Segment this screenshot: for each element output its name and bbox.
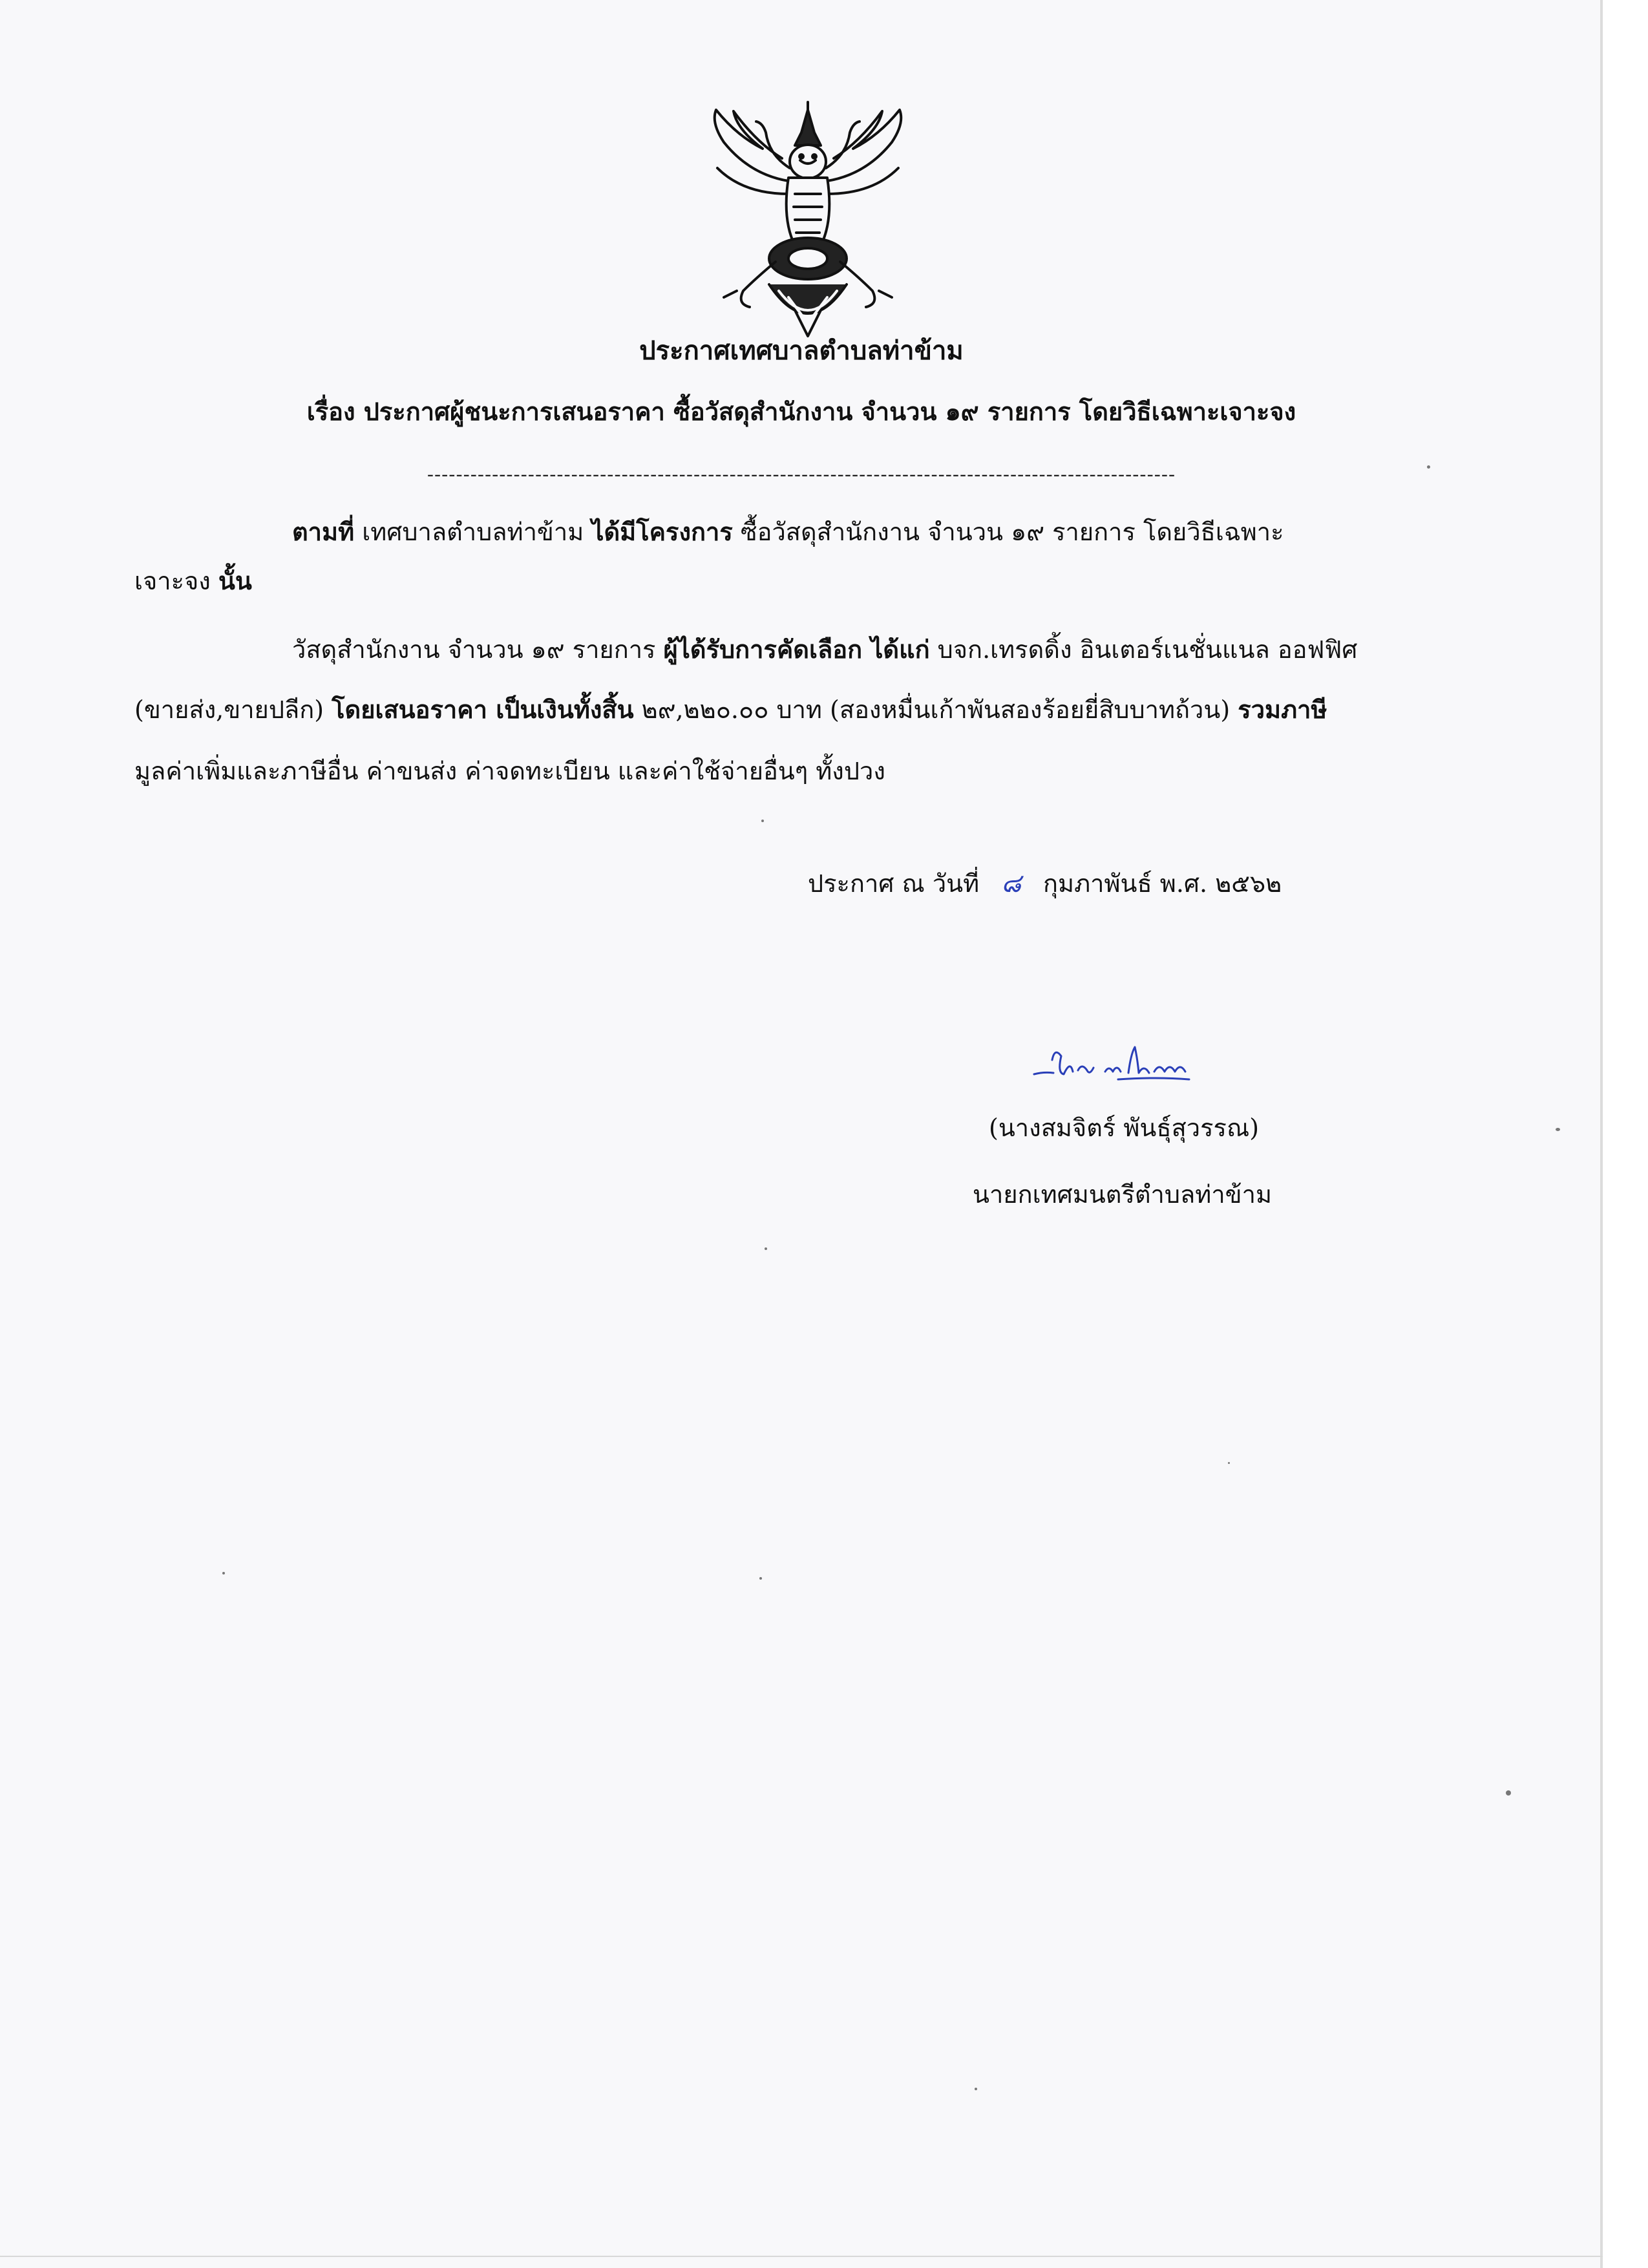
separator-line: -------------------------------------------------------------------------------------------------------- <box>427 463 1176 486</box>
scan-speck <box>765 1247 767 1250</box>
document-subject <box>0 396 1603 428</box>
para1-end: นั้น <box>218 566 252 595</box>
para2-line2-bold2: รวมภาษี <box>1238 695 1327 724</box>
para2-line2-bold1: โดยเสนอราคา เป็นเงินทั้งสิ้น <box>332 695 634 724</box>
handwritten-signature <box>1028 1034 1234 1092</box>
date-day-handwritten: ๘ <box>1001 869 1022 898</box>
scan-speck <box>1427 465 1430 469</box>
para2-bold1: ผู้ได้รับการคัดเลือก ได้แก่ <box>663 635 930 664</box>
scan-speck <box>1228 1462 1230 1464</box>
date-suffix: กุมภาพันธ์ พ.ศ. ๒๕๖๒ <box>1043 869 1282 898</box>
announcement-date <box>808 867 1282 900</box>
para2-text2: บจก.เทรดดิ้ง อินเตอร์เนชั่นแนล ออฟฟิศ <box>929 635 1358 664</box>
document-title: ประกาศเทศบาลตำบลท่าข้าม <box>639 335 964 366</box>
para1-lead: ตามที่ <box>292 517 355 546</box>
para1-text2: ซื้อวัสดุสำนักงาน จำนวน ๑๙ รายการ โดยวิธีเฉพาะ <box>732 518 1284 546</box>
subject-prefix: เรื่อง ประกาศผู้ชนะการเสนอราคา <box>306 397 665 426</box>
scan-speck <box>222 1572 225 1574</box>
para1-cont: เจาะจง <box>134 567 218 595</box>
signer-position: นายกเทศมนตรีตำบลท่าข้าม <box>973 1180 1273 1209</box>
paragraph-2-line-2 <box>134 694 1327 726</box>
paragraph-1-line-2 <box>134 565 252 597</box>
para1-bold1: ได้มีโครงการ <box>591 517 733 546</box>
paragraph-1-line-1 <box>292 516 1284 548</box>
scan-speck <box>975 2088 977 2090</box>
paragraph-2-line-1 <box>292 633 1357 666</box>
para1-text1: เทศบาลตำบลท่าข้าม <box>354 518 592 546</box>
signer-name: (นางสมจิตร์ พันธุ์สุวรรณ) <box>989 1114 1260 1142</box>
scan-speck <box>761 820 764 822</box>
paragraph-2-line-3: มูลค่าเพิ่มและภาษีอื่น ค่าขนส่ง ค่าจดทะเบียน และค่าใช้จ่ายอื่นๆ ทั้งปวง <box>134 757 885 785</box>
subject-rest: ซื้อวัสดุสำนักงาน จำนวน ๑๙ รายการ โดยวิธีเฉพาะเจาะจง <box>664 397 1296 426</box>
scan-speck <box>1506 1790 1511 1796</box>
para2-line2-text2: ๒๙,๒๒๐.๐๐ บาท (สองหมื่นเก้าพันสองร้อยยี่สิบบาทถ้วน) <box>633 695 1238 724</box>
page-bottom-edge <box>0 2256 1603 2257</box>
scan-speck <box>1556 1128 1560 1131</box>
garuda-emblem-icon <box>698 97 918 343</box>
para2-line2-text1: (ขายส่ง,ขายปลีก) <box>134 695 332 724</box>
date-prefix: ประกาศ ณ วันที่ <box>808 869 980 898</box>
scan-speck <box>759 1577 762 1580</box>
para2-text1: วัสดุสำนักงาน จำนวน ๑๙ รายการ <box>292 635 664 664</box>
